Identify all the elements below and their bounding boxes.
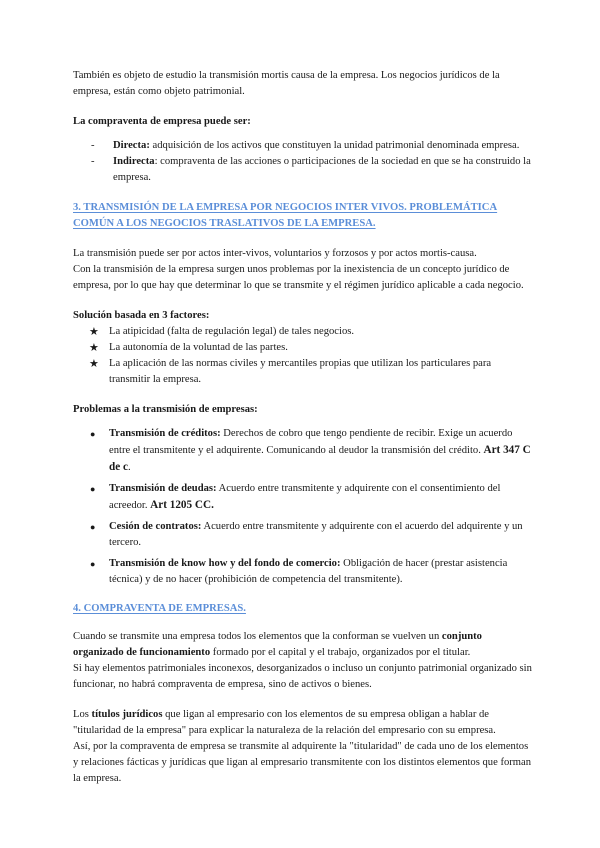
paragraph-text: Cuando se transmite una empresa todos los elementos que la conforman se vuelven un [73, 631, 442, 642]
article-reference: Art 347 C de c [109, 444, 531, 473]
list-term: Transmisión de deudas: [109, 483, 217, 494]
list-text: Acuerdo entre transmitente y adquirente con el consentimiento del acreedor. [109, 483, 501, 511]
star-icon: ★ [89, 342, 99, 354]
list-term: Directa: [113, 140, 150, 151]
section-3-paragraph: Con la transmisión de la empresa surgen unos problemas por la inexistencia de un concepto jurídico de empresa, por lo que hay que determinar lo que se transmite y el régimen jurídico aplicable a cada negocio. [73, 264, 524, 291]
section-3-paragraph: La transmisión puede ser por actos inter-vivos, voluntarios y forzosos y por actos mortis-causa. [73, 248, 477, 259]
list-term: Indirecta [113, 156, 155, 167]
bullet-icon: ● [90, 429, 96, 439]
paragraph-text: que ligan al empresario con los elementos de su empresa obligan a hablar de "titularidad de la empresa" para explicar la naturaleza de la relación del empresario con su empresa. [73, 709, 496, 736]
section-4-paragraph [73, 629, 533, 661]
compraventa-heading: La compraventa de empresa puede ser: [73, 116, 251, 127]
problemas-list [73, 426, 533, 588]
bullet-icon: ● [90, 522, 96, 532]
intro-paragraph: También es objeto de estudio la transmisión mortis causa de la empresa. Los negocios jurídicos de la empresa, están como objeto patrimonial. [73, 70, 500, 97]
dash-marker: - [91, 156, 95, 167]
list-item [73, 481, 533, 514]
solucion-heading: Solución basada en 3 factores: [73, 310, 210, 321]
star-icon: ★ [89, 326, 99, 338]
list-item [73, 154, 533, 186]
section-3-heading[interactable]: 3. TRANSMISIÓN DE LA EMPRESA POR NEGOCIOS INTER VIVOS. PROBLEMÁTICA COMÚN A LOS NEGOCIOS TRASLATIVOS DE LA EMPRESA. [73, 202, 498, 229]
paragraph-text: formado por el capital y el trabajo, organizados por el titular. [210, 647, 471, 658]
list-item [73, 324, 533, 340]
list-text: : compraventa de las acciones o participaciones de la sociedad en que se ha construido la empresa. [113, 156, 531, 183]
list-text: La atipicidad (falta de regulación legal) de tales negocios. [109, 326, 355, 337]
document-page [73, 68, 533, 787]
bullet-icon: ● [90, 484, 96, 494]
list-text: La aplicación de las normas civiles y mercantiles propias que utilizan los particulares para transmitir la empresa. [109, 358, 492, 385]
list-text: Acuerdo entre transmitente y adquirente con el acuerdo del adquirente y un tercero. [109, 521, 523, 548]
solucion-list [73, 324, 533, 388]
section-4-paragraph: Así, por la compraventa de empresa se transmite al adquirente la "titularidad" de cada uno de los elementos y relaciones fácticas y jurídicas que ligan al empresario transmitente con los distintos elementos que forman la empresa. [73, 741, 532, 784]
list-item [73, 356, 533, 388]
list-item [73, 556, 533, 588]
list-text: Obligación de hacer (prestar asistencia técnica) y de no hacer (prohibición de competencia del transmitente). [109, 558, 508, 585]
paragraph-text: Los [73, 709, 92, 720]
problemas-heading: Problemas a la transmisión de empresas: [73, 404, 258, 415]
section-4-paragraph [73, 707, 533, 739]
section-4-heading[interactable]: 4. COMPRAVENTA DE EMPRESAS. [73, 603, 246, 614]
list-term: Transmisión de know how y del fondo de comercio: [109, 558, 341, 569]
list-text: adquisición de los activos que constituyen la unidad patrimonial denominada empresa. [149, 140, 520, 151]
dash-marker: - [91, 140, 95, 151]
list-term: Cesión de contratos: [109, 521, 202, 532]
list-text: Derechos de cobro que tengo pendiente de recibir. Exige un acuerdo entre el transmitente y el adquirente. Comunicando al deudor la transmisión del crédito. [109, 428, 513, 456]
bold-term: títulos jurídicos [91, 709, 163, 720]
star-icon: ★ [89, 358, 99, 370]
list-item [73, 340, 533, 356]
bold-term: conjunto organizado de funcionamiento [73, 631, 482, 658]
list-item [73, 138, 533, 154]
section-4-paragraph: Si hay elementos patrimoniales inconexos, desorganizados o incluso un conjunto patrimonial organizado sin funcionar, no habrá compraventa de empresa, sino de activos o bienes. [73, 663, 532, 690]
list-term: Transmisión de créditos: [109, 428, 221, 439]
article-reference: Art 1205 CC. [150, 499, 214, 511]
list-item [73, 519, 533, 551]
compraventa-list [73, 138, 533, 186]
list-tail: . [127, 462, 131, 473]
list-item [73, 426, 533, 476]
bullet-icon: ● [90, 559, 96, 569]
list-text: La autonomía de la voluntad de las partes. [109, 342, 288, 353]
